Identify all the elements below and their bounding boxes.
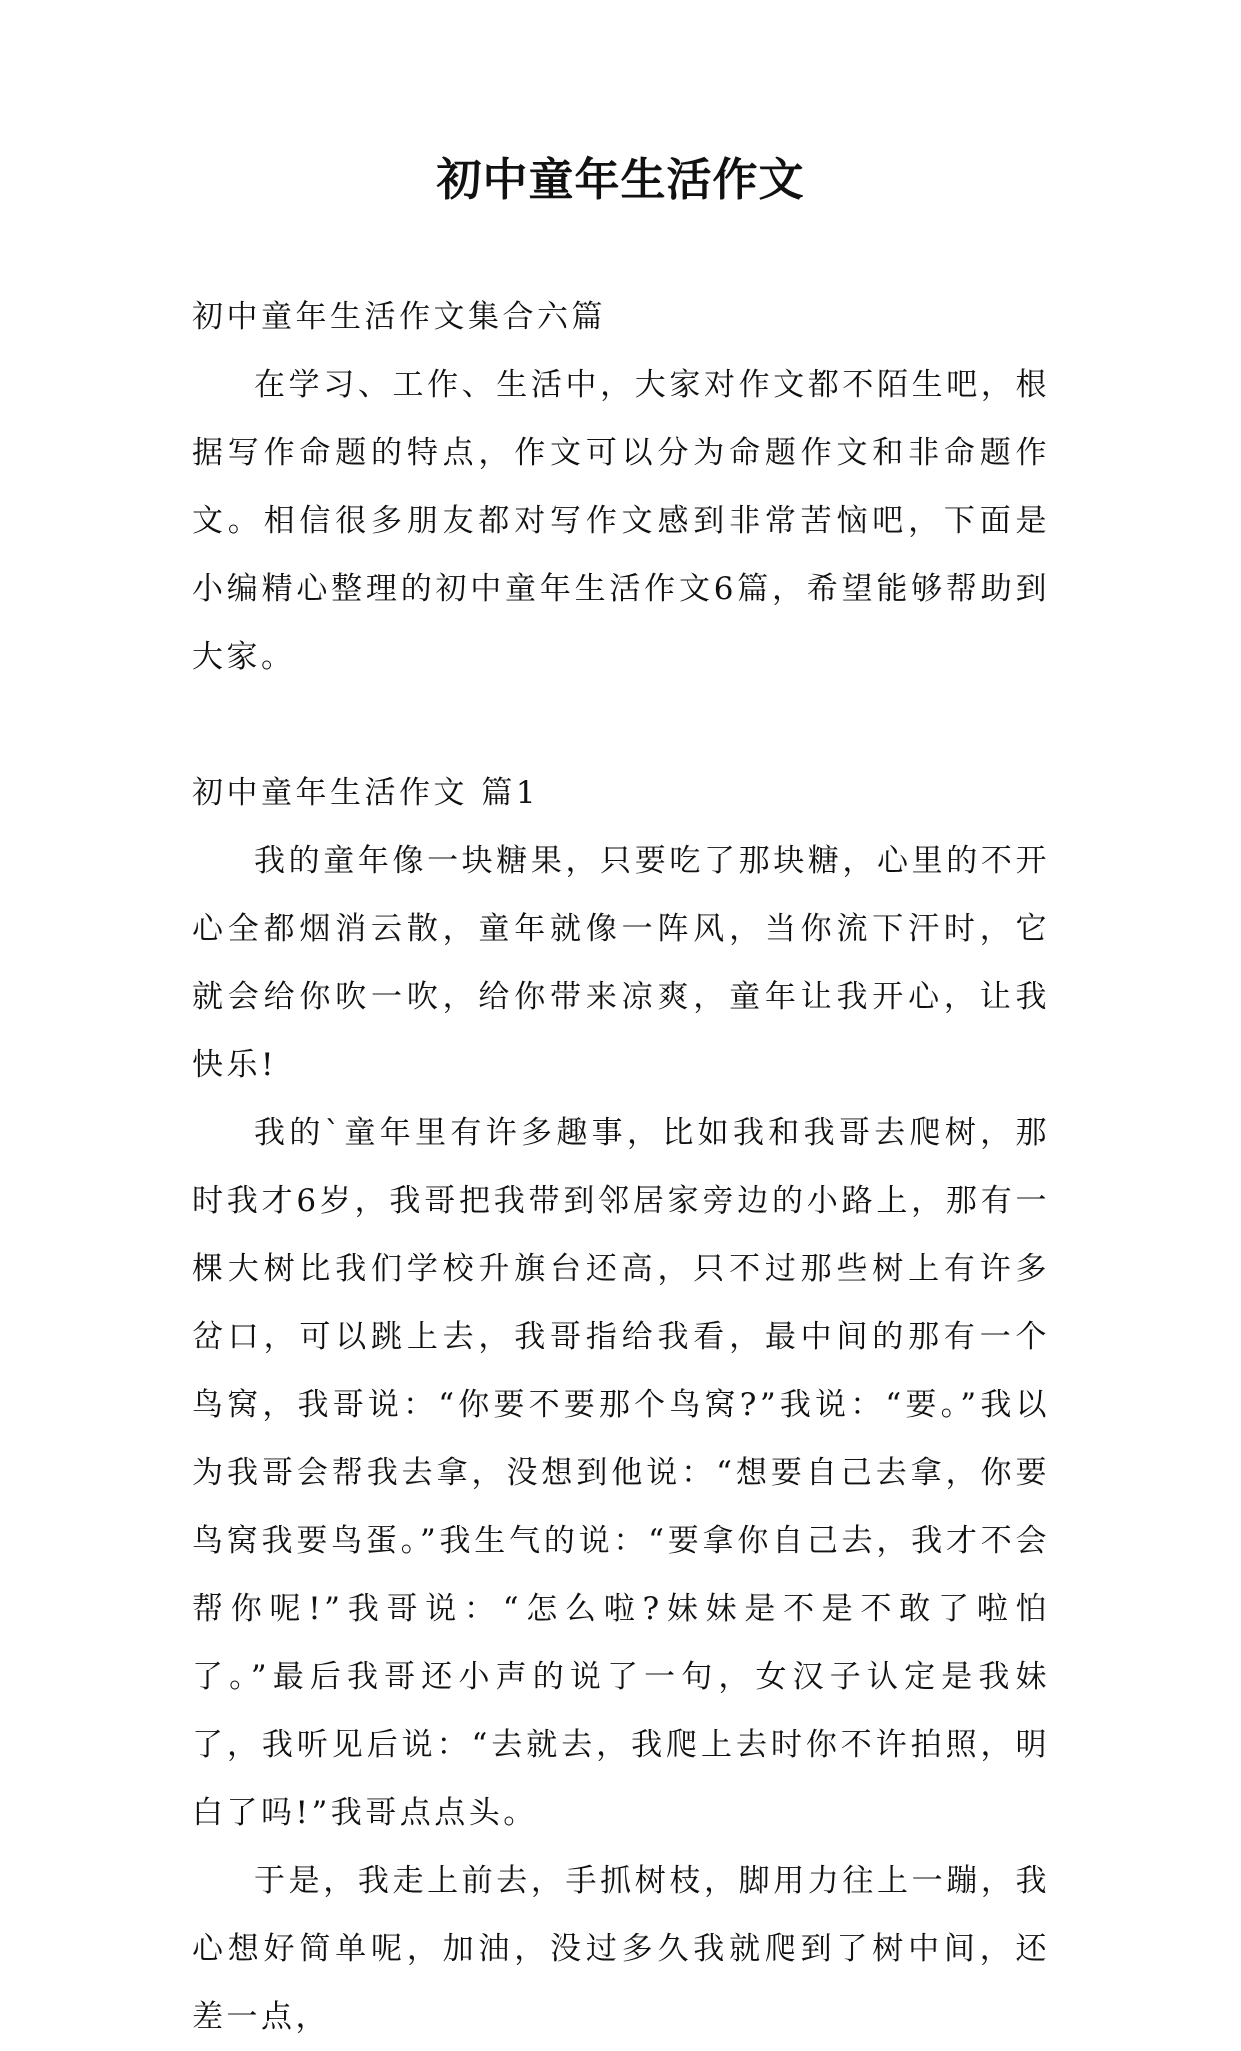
subtitle: 初中童年生活作文集合六篇 xyxy=(192,299,606,335)
intro-paragraph: 在学习、工作、生活中，大家对作文都不陌生吧，根据写作命题的特点，作文可以分为命题作文和非命题作文。相信很多朋友都对写作文感到非常苦恼吧，下面是小编精心整理的初中童年生活作文6篇，希望能够帮助到大家。 xyxy=(192,367,1050,675)
body-paragraph-1: 我的童年像一块糖果，只要吃了那块糖，心里的不开心全都烟消云散，童年就像一阵风，当你流下汗时，它就会给你吹一吹，给你带来凉爽，童年让我开心，让我快乐! xyxy=(192,843,1050,1083)
document-body xyxy=(192,283,1050,2051)
body-paragraph-3: 于是，我走上前去，手抓树枝，脚用力往上一蹦，我心想好简单呢，加油，没过多久我就爬到了树中间，还差一点， xyxy=(192,1863,1050,2035)
spacer xyxy=(192,691,1050,759)
body-paragraph-2: 我的`童年里有许多趣事，比如我和我哥去爬树，那时我才6岁，我哥把我带到邻居家旁边的小路上，那有一棵大树比我们学校升旗台还高，只不过那些树上有许多岔口，可以跳上去，我哥指给我看，最中间的那有一个鸟窝，我哥说：“你要不要那个鸟窝?”我说：“要。”我以为我哥会帮我去拿，没想到他说：“想要自己去拿，你要鸟窝我要鸟蛋。”我生气的说：“要拿你自己去，我才不会帮你呢!”我哥说：“怎么啦?妹妹是不是不敢了啦怕了。”最后我哥还小声的说了一句，女汉子认定是我妹了，我听见后说：“去就去，我爬上去时你不许拍照，明白了吗!”我哥点点头。 xyxy=(192,1115,1050,1831)
section-heading: 初中童年生活作文 篇1 xyxy=(192,775,540,811)
document-title: 初中童年生活作文 xyxy=(436,153,805,206)
